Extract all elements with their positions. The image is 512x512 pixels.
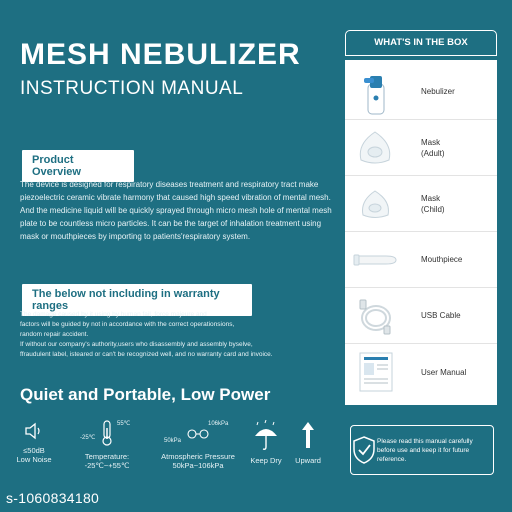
pressure-label: Atmospheric Pressure: [161, 452, 235, 461]
nebulizer-icon: [345, 67, 407, 117]
box-item: [345, 176, 497, 232]
feature-headline: Quiet and Portable, Low Power: [20, 385, 271, 404]
box-item: [345, 64, 497, 120]
usb-cable-icon: [345, 291, 407, 341]
box-item-label: USB Cable: [421, 311, 461, 320]
box-item-label: Mouthpiece: [421, 255, 463, 264]
box-item-label: Mask (Adult): [421, 137, 445, 158]
upward-arrow-icon: [298, 420, 318, 452]
feature-temperature: [72, 420, 142, 470]
pressure-low: 50kPa: [164, 438, 182, 444]
pressure-range: 50kPa~106kPa: [172, 461, 224, 470]
page-subtitle: INSTRUCTION MANUAL: [20, 78, 244, 99]
speaker-icon: [23, 420, 45, 442]
upward-label: Upward: [295, 456, 321, 465]
stock-id: s-1060834180: [6, 490, 100, 506]
overview-heading: Product Overview: [22, 150, 134, 182]
temp-range: -25℃~+55℃: [84, 461, 130, 470]
feature-upward: [288, 420, 328, 465]
noise-label: Low Noise: [16, 455, 52, 464]
adult-mask-icon: [345, 123, 407, 173]
box-item: [345, 120, 497, 176]
temp-low: -25℃: [80, 435, 96, 441]
temp-high: 55℃: [117, 421, 131, 427]
box-item-label: User Manual: [421, 367, 467, 377]
noise-value: ≤50dB: [23, 446, 45, 455]
page-title: MESH NEBULIZER: [20, 38, 301, 71]
temp-label: Temperature:: [84, 452, 130, 461]
feature-pressure: [154, 420, 242, 470]
overview-text: The device is designed for respiratory diseases treatment and respiratory tract make piezoelectric ceramic vibrate harmony that caused high speed vibration of mental mesh. And the medicine liquid will be quickly sprayed through micro mesh hole of mental mesh plate to be countless micro particles. It can be the target of inhalation treatment using mask or mouthpieces by importing to patients'respiratory system.: [20, 180, 332, 241]
box-item: [345, 288, 497, 344]
pressure-high: 106kPa: [208, 421, 229, 427]
warranty-line: ffraudulent label, isteared or can't be recognized well, and no warranty card and invoice.: [20, 351, 273, 358]
warranty-line: random repair accident.: [20, 331, 89, 338]
user-manual-icon: [345, 347, 407, 397]
dry-label: Keep Dry: [250, 456, 282, 465]
box-item: [345, 232, 497, 288]
box-contents-panel: [345, 30, 497, 500]
feature-dry: [246, 420, 286, 465]
box-item-label: Nebulizer: [421, 87, 455, 96]
read-manual-notice: [350, 425, 494, 475]
notice-text: Please read this manual carefully before use and keep it for future reference.: [377, 437, 473, 463]
box-item-label: Mask (Child): [421, 193, 445, 214]
warranty-heading: The below not including in warranty ranges: [22, 284, 252, 316]
umbrella-icon: [253, 420, 279, 452]
thermometer-icon: [98, 420, 116, 446]
feature-row: [14, 420, 334, 490]
box-header: WHAT'S IN THE BOX: [345, 30, 497, 56]
warranty-line: If without our company's authority,users who disassembly and assembly byselve,: [20, 341, 253, 348]
mouthpiece-icon: [345, 235, 407, 285]
warranty-line: factors will be guided by not in accordance with the correct operationsions,: [20, 321, 235, 328]
warranty-line: The damage caused by it using by human fail, force majeure and: [20, 311, 207, 318]
feature-noise: [14, 420, 54, 464]
warranty-text: [20, 310, 338, 360]
child-mask-icon: [345, 179, 407, 229]
shield-check-icon: [351, 435, 377, 465]
box-item: [345, 344, 497, 400]
box-list: [345, 60, 497, 405]
